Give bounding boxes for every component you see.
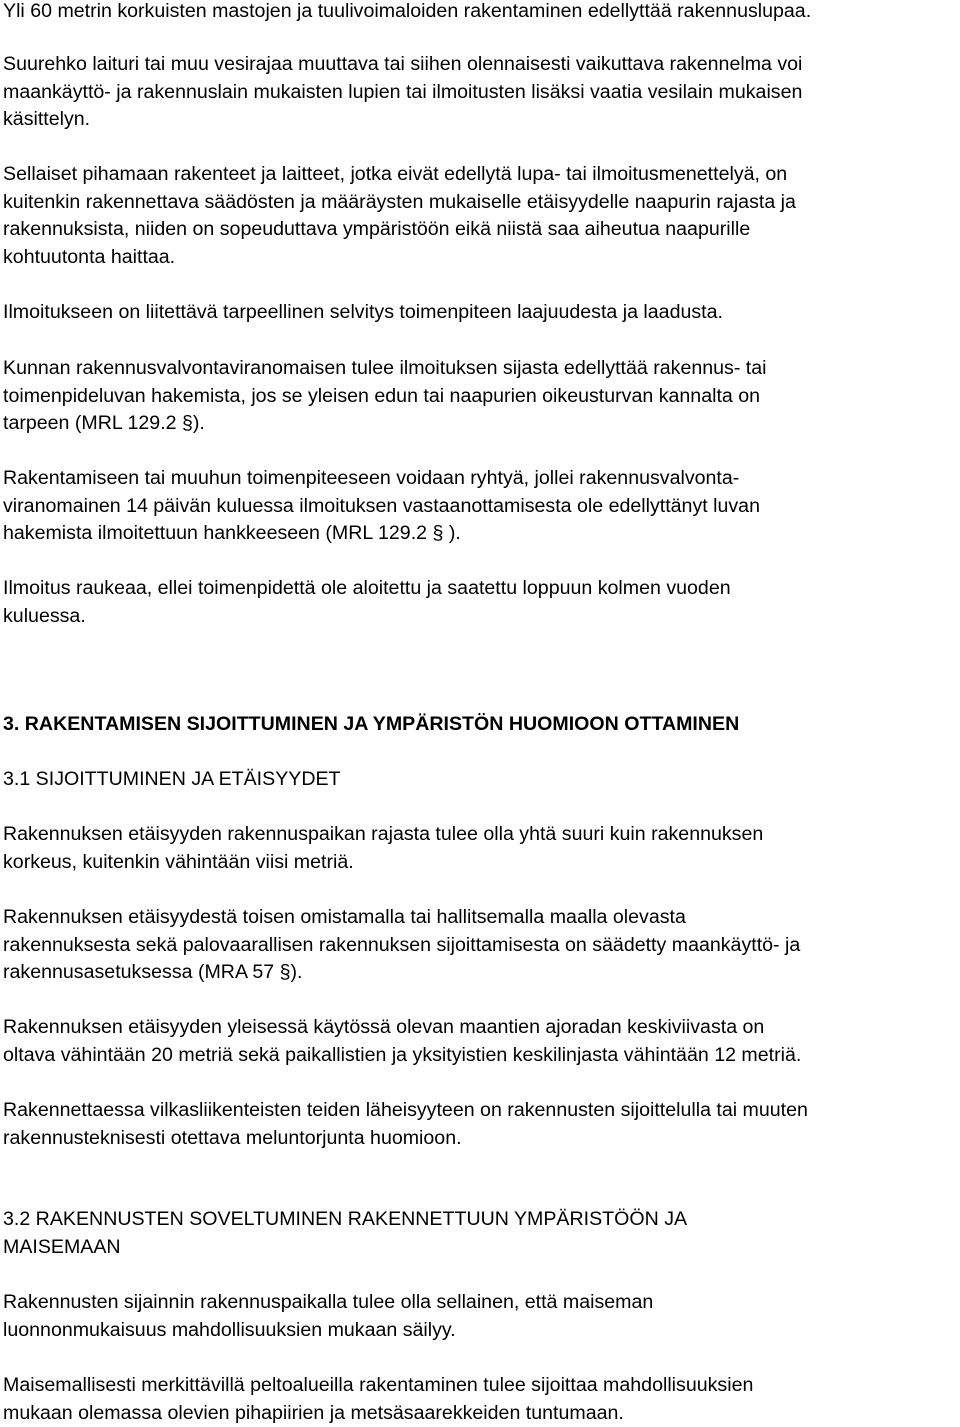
paragraph-noise-control: Rakennettaessa vilkasliikenteisten teiden läheisyyteen on rakennusten sijoittelulla tai muuten rakennusteknisesti otettava meluntorjunta huomioon. [3, 1099, 808, 1149]
paragraph-notification-attachment: Ilmoitukseen on liitettävä tarpeellinen selvitys toimenpiteen laajuudesta ja laadusta. [3, 301, 723, 323]
paragraph-permit-requirement: Kunnan rakennusvalvontaviranomaisen tulee ilmoituksen sijasta edellyttää rakennus- tai toimenpideluvan hakemista, jos se yleisen edun tai naapurien oikeusturvan kannalta on tarpeen (MRL 129.2 §). [3, 357, 767, 434]
paragraph-field-area-building: Maisemallisesti merkittävillä peltoalueilla rakentaminen tulee sijoittaa mahdollisuuksien mukaan olemassa olevien pihapiirien ja metsäsaarekkeiden tuntumaan. [3, 1374, 754, 1424]
paragraph-water-structures: Suurehko laituri tai muu vesirajaa muuttava tai siihen olennaisesti vaikuttava rakennelma voi maankäyttö- ja rakennuslain mukaisten lupien tai ilmoitusten lisäksi vaatia vesilain mukaisen käsittelyn. [3, 53, 803, 130]
paragraph-start-of-work: Rakentamiseen tai muuhun toimenpiteeseen voidaan ryhtyä, jollei rakennusvalvonta- viranomainen 14 päivän kuluessa ilmoituksen vastaanottamisesta ole edellyttänyt luvan hakemista ilmoitettuun hankkeeseen (MRL 129.2 § ). [3, 467, 760, 544]
paragraph-landscape-naturalness: Rakennusten sijainnin rakennuspaikalla tulee olla sellainen, että maiseman luonnonmukaisuus mahdollisuuksien mukaan säilyy. [3, 1291, 654, 1341]
paragraph-road-distance: Rakennuksen etäisyyden yleisessä käytössä olevan maantien ajoradan keskiviivasta on oltava vähintään 20 metriä sekä paikallistien ja yksityistien keskilinjasta vähintään 12 metriä. [3, 1016, 802, 1066]
subsection-heading-3-2: 3.2 RAKENNUSTEN SOVELTUMINEN RAKENNETTUUN YMPÄRISTÖÖN JA MAISEMAAN [3, 1208, 688, 1258]
paragraph-yard-structures: Sellaiset pihamaan rakenteet ja laitteet, jotka eivät edellytä lupa- tai ilmoitusmenettelyä, on kuitenkin rakennettava säädösten ja määräysten mukaiselle etäisyydelle naapurin rajasta ja rakennuksista, niiden on sopeuduttava ympäristöön eikä niistä saa aiheutua naapurille kohtuutonta haittaa. [3, 163, 796, 268]
section-heading-3: 3. RAKENTAMISEN SIJOITTUMINEN JA YMPÄRISTÖN HUOMIOON OTTAMINEN [3, 713, 740, 735]
paragraph-neighbour-building-distance: Rakennuksen etäisyydestä toisen omistamalla tai hallitsemalla maalla olevasta rakennuksesta sekä palovaarallisen rakennuksen sijoittamisesta on säädetty maankäyttö- ja rakennusasetuksessa (MRA 57 §). [3, 906, 801, 983]
paragraph-boundary-distance: Rakennuksen etäisyyden rakennuspaikan rajasta tulee olla yhtä suuri kuin rakennuksen korkeus, kuitenkin vähintään viisi metriä. [3, 823, 764, 873]
subsection-heading-3-1: 3.1 SIJOITTUMINEN JA ETÄISYYDET [3, 768, 341, 790]
paragraph-notification-expiry: Ilmoitus raukeaa, ellei toimenpidettä ole aloitettu ja saatettu loppuun kolmen vuoden kuluessa. [3, 577, 731, 627]
paragraph-tall-structures: Yli 60 metrin korkuisten mastojen ja tuulivoimaloiden rakentaminen edellyttää rakennuslupaa. [3, 0, 812, 22]
